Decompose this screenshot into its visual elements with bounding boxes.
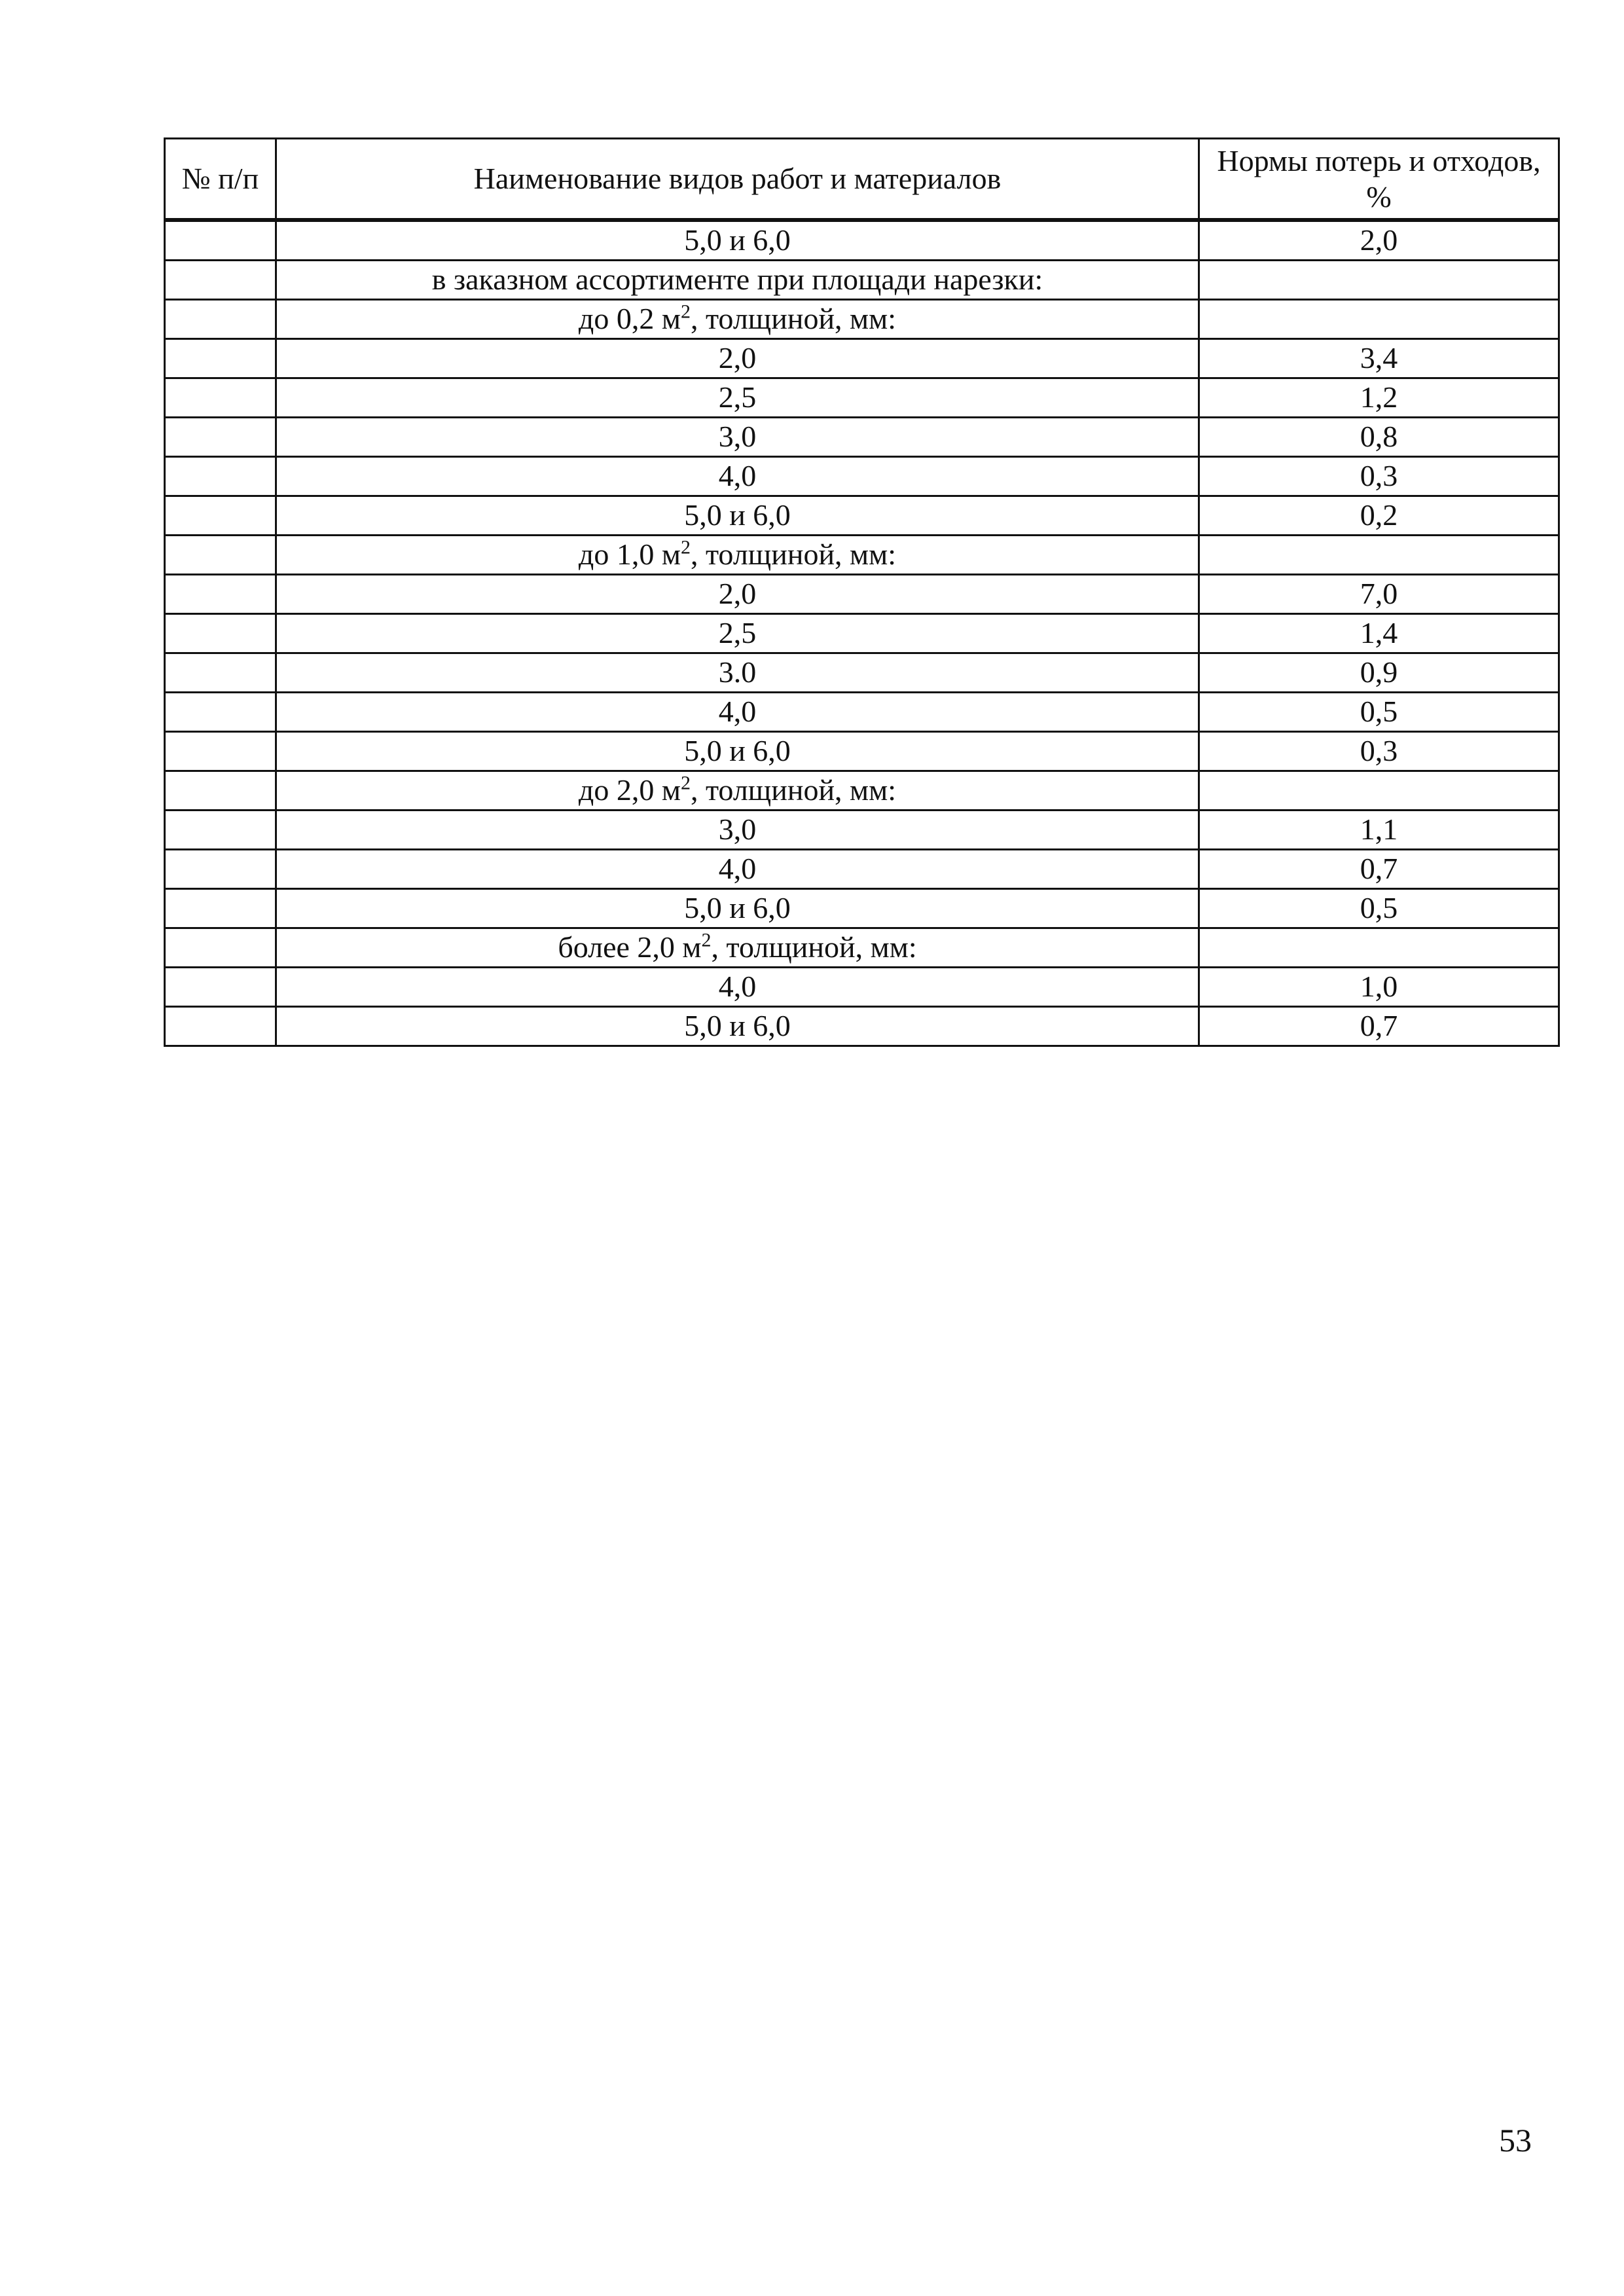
row-name-cell [276,496,1199,536]
row-name-cell [276,653,1199,693]
row-number-cell [165,575,276,614]
table-row [165,889,1559,928]
row-name-text: 5,0 и 6,0 [684,1009,791,1043]
row-name-label [719,460,757,492]
row-number-cell [165,889,276,928]
header-name: Наименование видов работ и материалов [276,139,1199,221]
row-name-label [719,971,757,1002]
row-number-cell [165,457,276,496]
row-name-cell [276,928,1199,968]
row-name-label [558,932,916,963]
row-name-label [684,500,791,531]
table-row [165,968,1559,1007]
table-row [165,300,1559,339]
row-name-suffix: , толщиной, мм: [711,930,917,964]
row-name-text: 4,0 [718,970,757,1004]
row-name-suffix: , толщиной, мм: [690,302,897,336]
row-name-cell [276,220,1199,261]
row-name-cell [276,536,1199,575]
row-name-cell [276,1007,1199,1046]
row-number-cell [165,1007,276,1046]
row-norm-value: 7,0 [1199,575,1559,614]
row-number-cell [165,496,276,536]
row-number-cell [165,693,276,732]
table-row [165,771,1559,811]
row-name-cell [276,457,1199,496]
table-row [165,614,1559,653]
row-norm-value: 0,7 [1199,850,1559,889]
table-body [165,220,1559,1046]
row-name-text: до 0,2 м [578,302,681,336]
row-name-superscript: 2 [680,537,691,559]
table-row [165,220,1559,261]
row-name-cell [276,261,1199,300]
row-norm-value [1199,536,1559,575]
row-name-cell [276,575,1199,614]
row-name-label [432,264,1043,295]
row-norm-value: 0,8 [1199,418,1559,457]
table-row [165,496,1559,536]
row-name-text: 3,0 [718,420,757,454]
header-norm: Нормы потерь и отходов, % [1199,139,1559,221]
row-number-cell [165,536,276,575]
row-norm-value: 0,2 [1199,496,1559,536]
row-name-label [719,578,757,610]
row-norm-value: 1,1 [1199,811,1559,850]
row-name-text: 2,0 [718,341,757,375]
row-name-cell [276,811,1199,850]
row-norm-value [1199,771,1559,811]
table-row [165,575,1559,614]
row-name-label [719,342,757,374]
table-row [165,1007,1559,1046]
row-name-cell [276,378,1199,418]
row-name-text: 2,5 [718,380,757,414]
row-name-text: 3.0 [718,655,757,689]
row-name-text: 3,0 [718,812,757,847]
row-name-text: 5,0 и 6,0 [684,891,791,925]
row-name-label [579,303,896,335]
row-norm-value: 0,9 [1199,653,1559,693]
row-name-text: 2,5 [718,616,757,650]
row-number-cell [165,220,276,261]
row-name-label [684,735,791,767]
table-header-row [165,139,1559,221]
header-number: № п/п [165,139,276,221]
row-number-cell [165,850,276,889]
row-norm-value [1199,928,1559,968]
row-name-cell [276,732,1199,771]
row-number-cell [165,378,276,418]
row-name-label [719,814,757,845]
row-name-cell [276,339,1199,378]
row-norm-value: 0,5 [1199,889,1559,928]
row-name-cell [276,771,1199,811]
row-name-label [719,657,757,688]
row-name-text: в заказном ассортименте при площади нарезки: [431,263,1043,297]
row-name-superscript: 2 [680,301,691,323]
row-name-label [579,774,896,806]
row-name-cell [276,614,1199,653]
row-name-cell [276,968,1199,1007]
table-row [165,457,1559,496]
row-norm-value [1199,300,1559,339]
row-name-cell [276,300,1199,339]
row-name-text: 4,0 [718,852,757,886]
row-name-cell [276,418,1199,457]
row-number-cell [165,339,276,378]
row-name-label [579,539,896,570]
row-name-text: 5,0 и 6,0 [684,223,791,257]
row-number-cell [165,811,276,850]
row-norm-value: 1,2 [1199,378,1559,418]
row-name-text: 5,0 и 6,0 [684,498,791,532]
table-row [165,693,1559,732]
row-number-cell [165,653,276,693]
row-number-cell [165,261,276,300]
row-number-cell [165,614,276,653]
row-norm-value: 0,5 [1199,693,1559,732]
row-name-suffix: , толщиной, мм: [690,773,897,807]
row-norm-value: 0,3 [1199,457,1559,496]
row-name-text: до 2,0 м [578,773,681,807]
row-norm-value: 1,0 [1199,968,1559,1007]
row-name-label [719,617,757,649]
row-name-label [684,1010,791,1042]
row-name-cell [276,889,1199,928]
row-name-label [719,696,757,727]
row-name-text: 5,0 и 6,0 [684,734,791,768]
page-number: 53 [1499,2122,1532,2159]
row-name-text: 4,0 [718,459,757,493]
table-row [165,378,1559,418]
row-name-suffix: , толщиной, мм: [690,538,897,572]
row-norm-value: 1,4 [1199,614,1559,653]
row-norm-value: 3,4 [1199,339,1559,378]
row-number-cell [165,928,276,968]
row-norm-value: 0,3 [1199,732,1559,771]
row-name-label [719,853,757,884]
row-name-superscript: 2 [701,930,712,952]
row-number-cell [165,968,276,1007]
row-number-cell [165,732,276,771]
row-number-cell [165,771,276,811]
row-name-text: 2,0 [718,577,757,611]
table-row [165,850,1559,889]
row-name-cell [276,850,1199,889]
row-norm-value [1199,261,1559,300]
table-row [165,261,1559,300]
row-name-label [684,892,791,924]
row-name-text: более 2,0 м [558,930,702,964]
loss-norms-table [164,137,1560,1047]
row-name-label [719,382,757,413]
table-row [165,339,1559,378]
table-row [165,418,1559,457]
row-name-cell [276,693,1199,732]
row-name-text: 4,0 [718,695,757,729]
table-row [165,653,1559,693]
row-norm-value: 0,7 [1199,1007,1559,1046]
row-name-label [719,421,757,452]
row-number-cell [165,300,276,339]
row-norm-value: 2,0 [1199,220,1559,261]
table-row [165,732,1559,771]
table-row [165,928,1559,968]
row-name-superscript: 2 [680,773,691,795]
row-name-label [684,225,791,256]
table-row [165,536,1559,575]
table-row [165,811,1559,850]
row-number-cell [165,418,276,457]
row-name-text: до 1,0 м [578,538,681,572]
